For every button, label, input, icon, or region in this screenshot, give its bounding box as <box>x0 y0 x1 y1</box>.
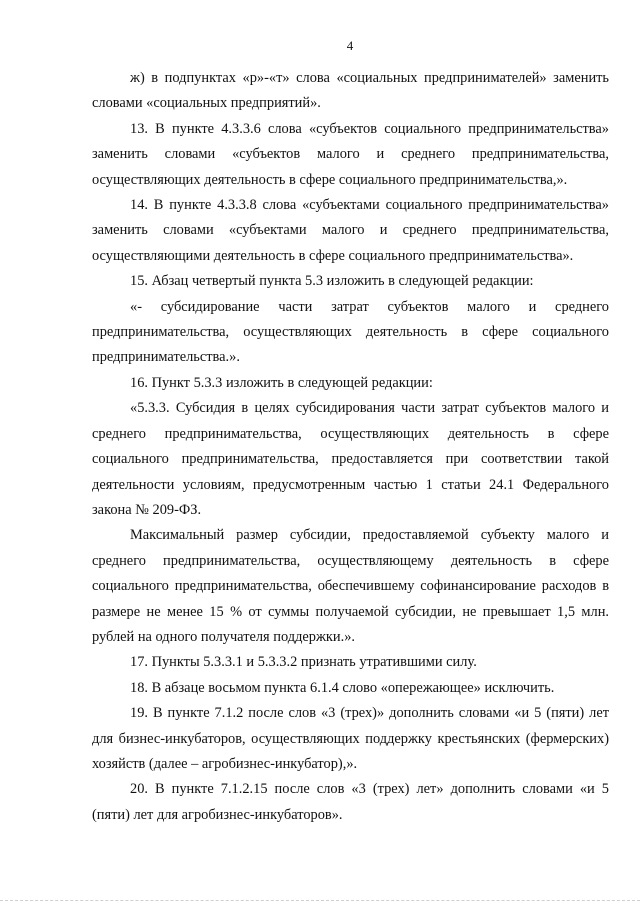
paragraph-item-13: 13. В пункте 4.3.3.6 слова «субъектов социального предпринимательства» заменить словами «субъектов малого и среднего предпринимательства, осуществляющих деятельность в сфере социального предпринимательства,». <box>92 120 609 188</box>
paragraph-amendment-zh: ж) в подпунктах «р»-«т» слова «социальных предпринимателей» заменить словами «социальных предприятий». <box>92 70 609 112</box>
paragraph-item-19: 19. В пункте 7.1.2 после слов «3 (трех)» дополнить словами «и 5 (пяти) лет для бизнес-инкубаторов, осуществляющих поддержку крестьянских (фермерских) хозяйств (далее – агробизнес-инкубатор),». <box>92 705 609 772</box>
paragraph-item-16: 16. Пункт 5.3.3 изложить в следующей редакции: <box>130 374 433 391</box>
page-bottom-edge <box>0 900 640 905</box>
document-body <box>92 66 609 828</box>
paragraph-item-18: 18. В абзаце восьмом пункта 6.1.4 слово «опережающее» исключить. <box>130 679 555 696</box>
paragraph-item-15: 15. Абзац четвертый пункта 5.3 изложить в следующей редакции: <box>130 273 534 290</box>
page-number: 4 <box>346 38 354 53</box>
paragraph-item-14: 14. В пункте 4.3.3.8 слова «субъектами социального предпринимательства» заменить словами «субъектами малого и среднего предпринимательства, осуществляющими деятельность в сфере социального предпринимательства». <box>92 197 609 264</box>
paragraph-item-20: 20. В пункте 7.1.2.15 после слов «3 (трех) лет» дополнить словами «и 5 (пяти) лет для агробизнес-инкубаторов». <box>92 781 609 823</box>
paragraph-item-17: 17. Пункты 5.3.3.1 и 5.3.3.2 признать утратившими силу. <box>130 654 477 671</box>
paragraph-item-15-text: «- субсидирование части затрат субъектов малого и среднего предпринимательства, осуществляющих деятельность в сфере социального предпринимательства.». <box>92 298 609 366</box>
paragraph-item-16-text: «5.3.3. Субсидия в целях субсидирования части затрат субъектов малого и среднего предпринимательства, осуществляющих деятельность в сфере социального предпринимательства, предоставляется при соответствии такой деятельности условиям, предусмотренным частью 1 статьи 24.1 Федерального закона № 209-ФЗ. <box>92 400 609 518</box>
paragraph-max-subsidy: Максимальный размер субсидии, предоставляемой субъекту малого и среднего предпринимательства, осуществляющему деятельность в сфере социального предпринимательства, обеспечившему софинансирование расходов в размере не менее 15 % от суммы получаемой субсидии, не превышает 1,5 млн. рублей на одного получателя поддержки.». <box>92 527 609 645</box>
